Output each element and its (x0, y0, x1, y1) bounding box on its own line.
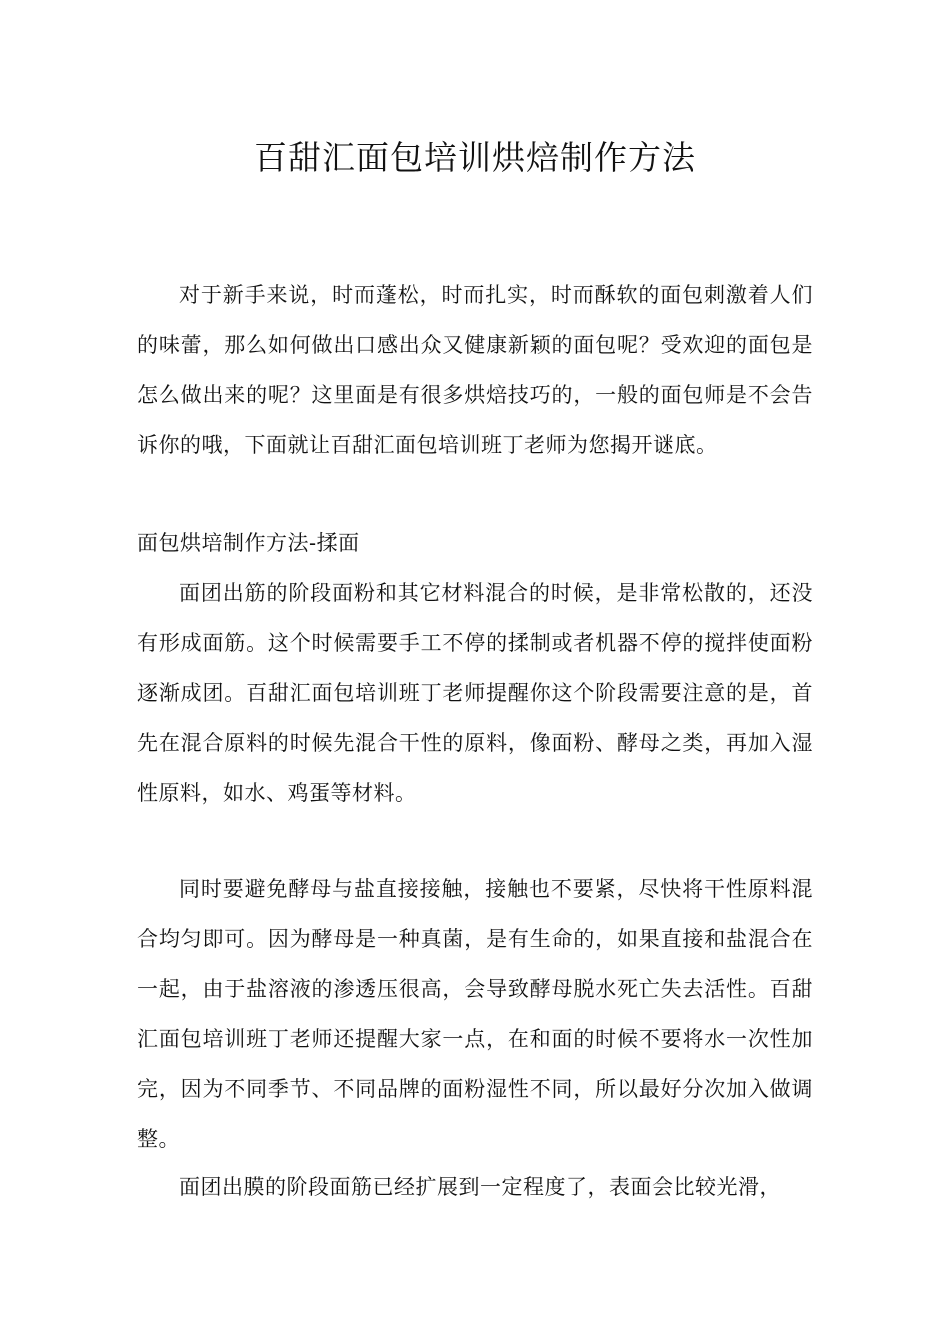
body-paragraph: 面团出筋的阶段面粉和其它材料混合的时候，是非常松散的，还没有形成面筋。这个时候需要手工不停的揉制或者机器不停的搅拌使面粉逐渐成团。百甜汇面包培训班丁老师提醒你这个阶段需要注意的是，首先在混合原料的时候先混合干性的原料，像面粉、酵母之类，再加入湿性原料，如水、鸡蛋等材料。 (137, 581, 813, 805)
body-paragraph: 同时要避免酵母与盐直接接触，接触也不要紧，尽快将干性原料混合均匀即可。因为酵母是一种真菌，是有生命的，如果直接和盐混合在一起，由于盐溶液的渗透压很高，会导致酵母脱水死亡失去活性。百甜汇面包培训班丁老师还提醒大家一点，在和面的时候不要将水一次性加完，因为不同季节、不同品牌的面粉湿性不同，所以最好分次加入做调整。 (137, 877, 813, 1151)
document-title: 百甜汇面包培训烘焙制作方法 (254, 138, 696, 177)
body-paragraph: 面团出膜的阶段面筋已经扩展到一定程度了，表面会比较光滑， (179, 1175, 781, 1199)
section-heading: 面包烘培制作方法-揉面 (137, 531, 360, 555)
intro-paragraph: 对于新手来说，时而蓬松，时而扎实，时而酥软的面包刺激着人们的味蕾，那么如何做出口感出众又健康新颖的面包呢？受欢迎的面包是怎么做出来的呢？这里面是有很多烘焙技巧的，一般的面包师是不会告诉你的哦，下面就让百甜汇面包培训班丁老师为您揭开谜底。 (137, 283, 813, 457)
